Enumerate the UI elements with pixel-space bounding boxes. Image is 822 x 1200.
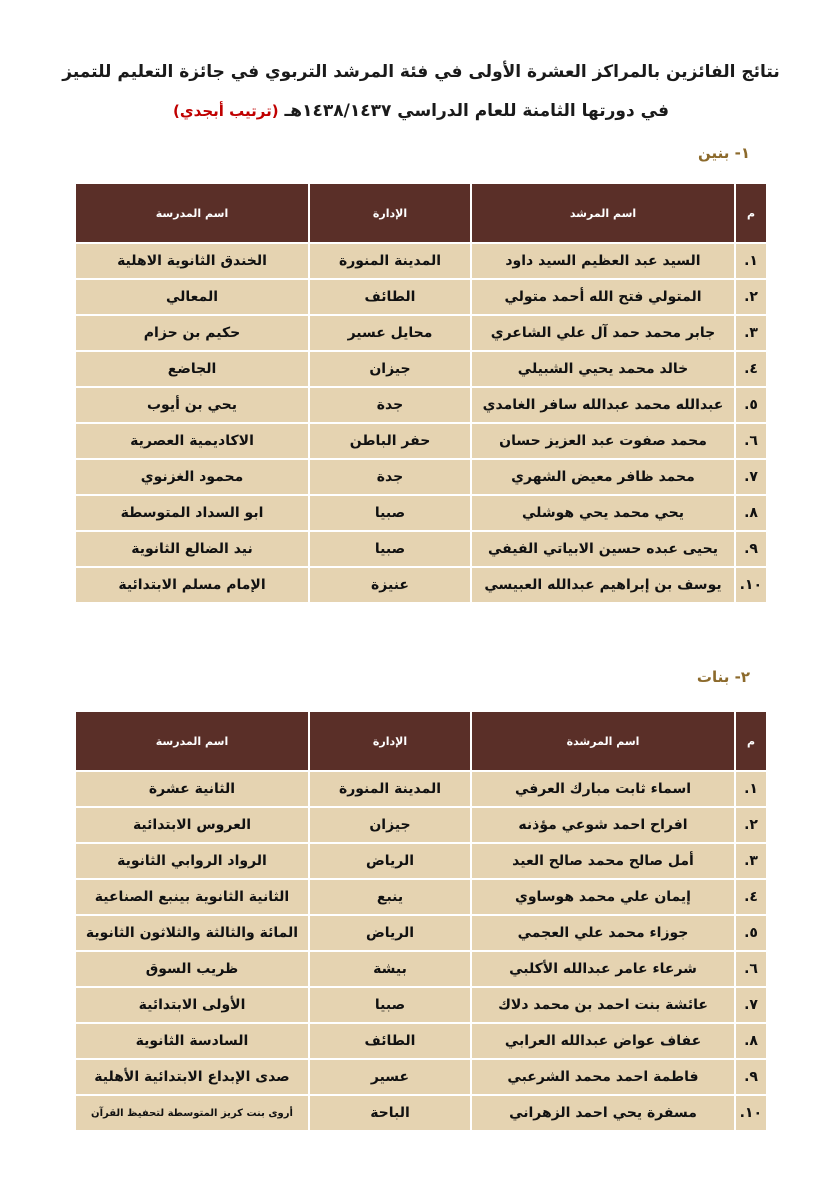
table-row [76,880,766,914]
row-number: ٣. [736,316,766,350]
administration: صبيا [310,496,470,530]
administration: محايل عسير [310,316,470,350]
col-header-admin: الإدارة [310,184,470,242]
administration: عسير [310,1060,470,1094]
counselor-name: السيد عبد العظيم السيد داود [472,244,734,278]
school-name: حكيم بن حزام [76,316,308,350]
row-number: ١. [736,244,766,278]
school-name: العروس الابتدائية [76,808,308,842]
counselor-name: إيمان علي محمد هوساوي [472,880,734,914]
table-row [76,280,766,314]
counselor-name: يحيى عبده حسين الابياتي الفيفي [472,532,734,566]
school-name: الخندق الثانوية الاهلية [76,244,308,278]
school-name: الأولى الابتدائية [76,988,308,1022]
girls-table [74,710,768,1132]
table-row [76,496,766,530]
row-number: ٤. [736,880,766,914]
administration: جيزان [310,808,470,842]
row-number: ٢. [736,280,766,314]
table-row [76,1060,766,1094]
counselor-name: جوزاء محمد علي العجمي [472,916,734,950]
row-number: ٧. [736,460,766,494]
administration: جيزان [310,352,470,386]
row-number: ٩. [736,1060,766,1094]
section-label-girls: ٢- بنات [696,668,750,686]
subtitle-note: (ترتيب أبجدي) [173,102,279,120]
table-row [76,808,766,842]
table-row [76,352,766,386]
row-number: ٨. [736,1024,766,1058]
table-header-row [76,712,766,770]
table-row [76,844,766,878]
counselor-name: جابر محمد حمد آل علي الشاعري [472,316,734,350]
row-number: ٤. [736,352,766,386]
table-row [76,772,766,806]
school-name: يحي بن أيوب [76,388,308,422]
col-header-name: اسم المرشدة [472,712,734,770]
school-name: الاكاديمية العصرية [76,424,308,458]
row-number: ٧. [736,988,766,1022]
school-name: ظريب السوق [76,952,308,986]
counselor-name: اسماء ثابت مبارك العرفي [472,772,734,806]
col-header-school: اسم المدرسة [76,184,308,242]
school-name: المعالي [76,280,308,314]
administration: صبيا [310,988,470,1022]
counselor-name: أمل صالح محمد صالح العيد [472,844,734,878]
table-row [76,952,766,986]
school-name: صدى الإبداع الابتدائية الأهلية [76,1060,308,1094]
counselor-name: يوسف بن إبراهيم عبدالله العبيسي [472,568,734,602]
school-name: الجاضع [76,352,308,386]
counselor-name: فاطمة احمد محمد الشرعبي [472,1060,734,1094]
school-name: نيد الضالع الثانوية [76,532,308,566]
administration: الطائف [310,280,470,314]
administration: عنيزة [310,568,470,602]
table-row [76,568,766,602]
table-row [76,316,766,350]
table-row [76,1096,766,1130]
administration: صبيا [310,532,470,566]
table-row [76,460,766,494]
page-title: نتائج الفائزين بالمراكز العشرة الأولى في فئة المرشد التربوي في جائزة التعليم للتميز [62,62,780,82]
school-name: محمود الغزنوي [76,460,308,494]
administration: المدينة المنورة [310,772,470,806]
table-row [76,916,766,950]
administration: حفر الباطن [310,424,470,458]
row-number: ٢. [736,808,766,842]
counselor-name: يحي محمد يحي هوشلي [472,496,734,530]
row-number: ١٠. [736,568,766,602]
school-name: الثانية الثانوية بينبع الصناعية [76,880,308,914]
section-label-boys: ١- بنين [698,144,750,162]
school-name: المائة والثالثة والثلاثون الثانوية [76,916,308,950]
row-number: ٥. [736,916,766,950]
col-header-school: اسم المدرسة [76,712,308,770]
col-header-name: اسم المرشد [472,184,734,242]
subtitle-main: في دورتها الثامنة للعام الدراسي ١٤٣٨/١٤٣٧هـ [284,101,669,121]
school-name: الإمام مسلم الابتدائية [76,568,308,602]
row-number: ٦. [736,424,766,458]
table-row [76,988,766,1022]
counselor-name: محمد صفوت عبد العزيز حسان [472,424,734,458]
administration: المدينة المنورة [310,244,470,278]
table-row [76,532,766,566]
administration: الطائف [310,1024,470,1058]
row-number: ٩. [736,532,766,566]
row-number: ١٠. [736,1096,766,1130]
table-row [76,1024,766,1058]
counselor-name: عبدالله محمد عبدالله سافر الغامدي [472,388,734,422]
school-name: الثانية عشرة [76,772,308,806]
administration: جدة [310,460,470,494]
school-name: الرواد الروابي الثانوية [76,844,308,878]
counselor-name: شرعاء عامر عبدالله الأكلبي [472,952,734,986]
counselor-name: خالد محمد يحيي الشبيلي [472,352,734,386]
table-row [76,244,766,278]
administration: الباحة [310,1096,470,1130]
row-number: ٣. [736,844,766,878]
administration: بيشة [310,952,470,986]
col-header-num: م [736,184,766,242]
col-header-admin: الإدارة [310,712,470,770]
row-number: ٦. [736,952,766,986]
counselor-name: المتولي فتح الله أحمد متولي [472,280,734,314]
administration: الرياض [310,844,470,878]
row-number: ١. [736,772,766,806]
school-name: أروى بنت كريز المتوسطة لتحفيظ القرآن [76,1096,308,1130]
row-number: ٥. [736,388,766,422]
school-name: ابو السداد المتوسطة [76,496,308,530]
row-number: ٨. [736,496,766,530]
counselor-name: عائشة بنت احمد بن محمد دلاك [472,988,734,1022]
table-header-row [76,184,766,242]
counselor-name: مسفرة يحي احمد الزهراني [472,1096,734,1130]
col-header-num: م [736,712,766,770]
table-row [76,388,766,422]
administration: الرياض [310,916,470,950]
administration: جدة [310,388,470,422]
counselor-name: افراح احمد شوعي مؤذنه [472,808,734,842]
table-row [76,424,766,458]
boys-table [74,182,768,604]
administration: ينبع [310,880,470,914]
counselor-name: عفاف عواض عبدالله العرابي [472,1024,734,1058]
school-name: السادسة الثانوية [76,1024,308,1058]
page-subtitle [60,101,782,121]
counselor-name: محمد ظافر معيض الشهري [472,460,734,494]
